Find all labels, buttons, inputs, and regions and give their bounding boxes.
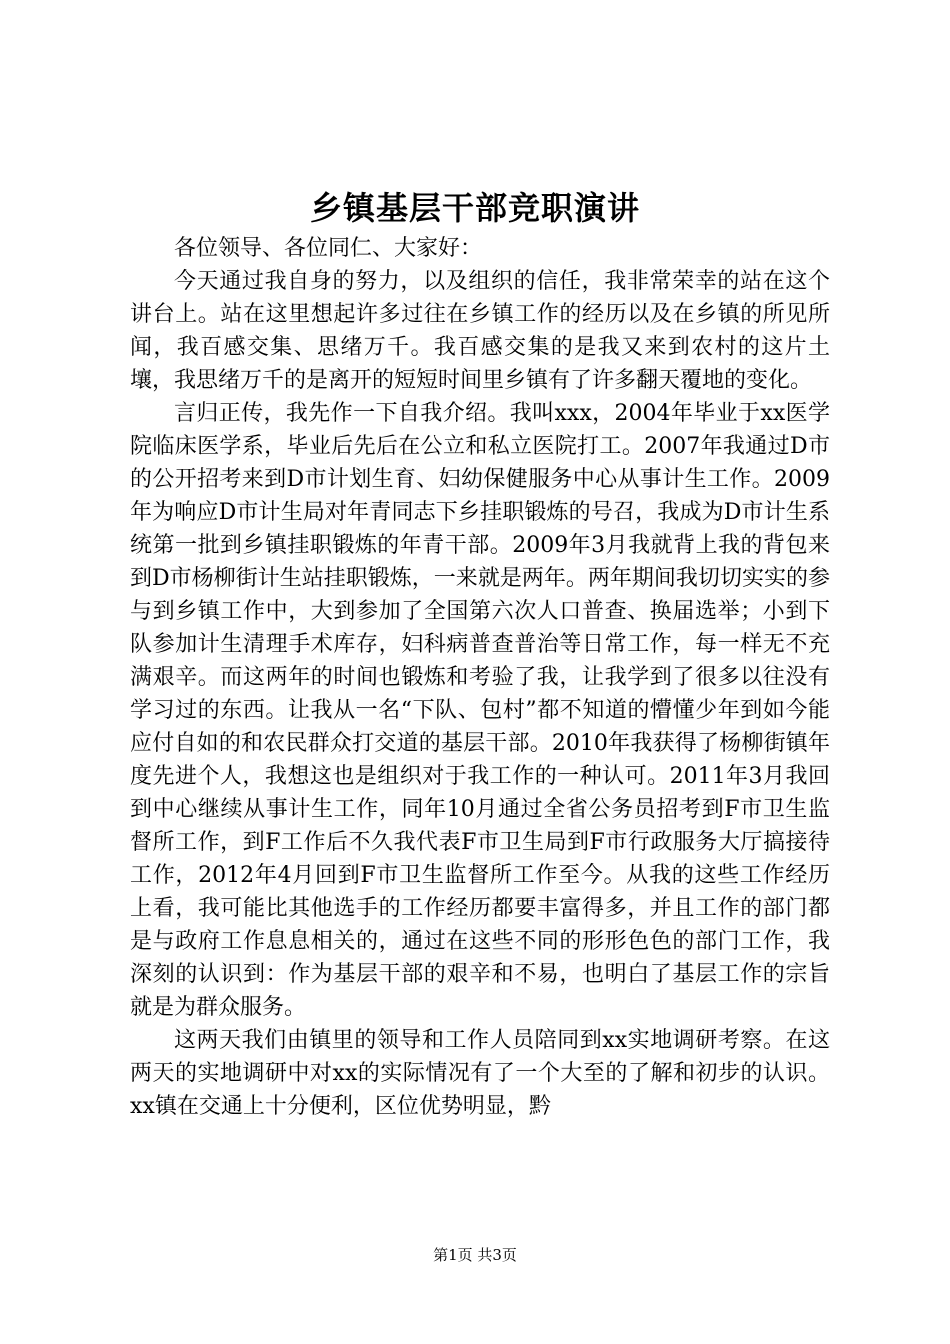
paragraph-self-introduction: 言归正传，我先作一下自我介绍。我叫xxx，2004年毕业于xx医学院临床医学系，毕业后先后在公立和私立医院打工。2007年我通过D市的公开招考来到D市计划生育、妇幼保健服务中心从事计生工作。2009年为响应D市计生局对年青同志下乡挂职锻炼的号召，我成为D市计生系统第一批到乡镇挂职锻炼的年青干部。2009年3月我就背上我的背包来到D市杨柳街计生站挂职锻炼，一来就是两年。两年期间我切切实实的参与到乡镇工作中，大到参加了全国第六次人口普查、换届选举；小到下队参加计生清理手术库存，妇科病普查普治等日常工作，每一样无不充满艰辛。而这两年的时间也锻炼和考验了我，让我学到了很多以往没有学习过的东西。让我从一名“下队、包村”都不知道的懵懂少年到如今能应付自如的和农民群众打交道的基层干部。2010年我获得了杨柳街镇年度先进个人，我想这也是组织对于我工作的一种认可。2011年3月我回到中心继续从事计生工作，同年10月通过全省公务员招考到F市卫生监督所工作，到F工作后不久我代表F市卫生局到F市行政服务大厅搞接待工作，2012年4月回到F市卫生监督所工作至今。从我的这些工作经历上看，我可能比其他选手的工作经历都要丰富得多，并且工作的部门都是与政府工作息息相关的，通过在这些不同的形形色色的部门工作，我深刻的认识到：作为基层干部的艰辛和不易，也明白了基层工作的宗旨就是为群众服务。 [130, 401, 830, 1020]
paragraph-opening: 今天通过我自身的努力，以及组织的信任，我非常荣幸的站在这个讲台上。站在这里想起许多过往在乡镇工作的经历以及在乡镇的所见所闻，我百感交集、思绪万千。我百感交集的是我又来到农村的这片土壤，我思绪万千的是离开的短短时间里乡镇有了许多翻天覆地的变化。 [130, 269, 830, 393]
document-title: 乡镇基层干部竞职演讲 [309, 189, 640, 227]
paragraph-research: 这两天我们由镇里的领导和工作人员陪同到xx实地调研考察。在这两天的实地调研中对xx的实际情况有了一个大至的了解和初步的认识。xx镇在交通上十分便利，区位优势明显，黔 [130, 1028, 830, 1119]
document-body [130, 232, 830, 1123]
page-number-footer: 第1页 共3页 [433, 1246, 517, 1264]
paragraph-greeting: 各位领导、各位同仁、大家好： [174, 236, 483, 261]
